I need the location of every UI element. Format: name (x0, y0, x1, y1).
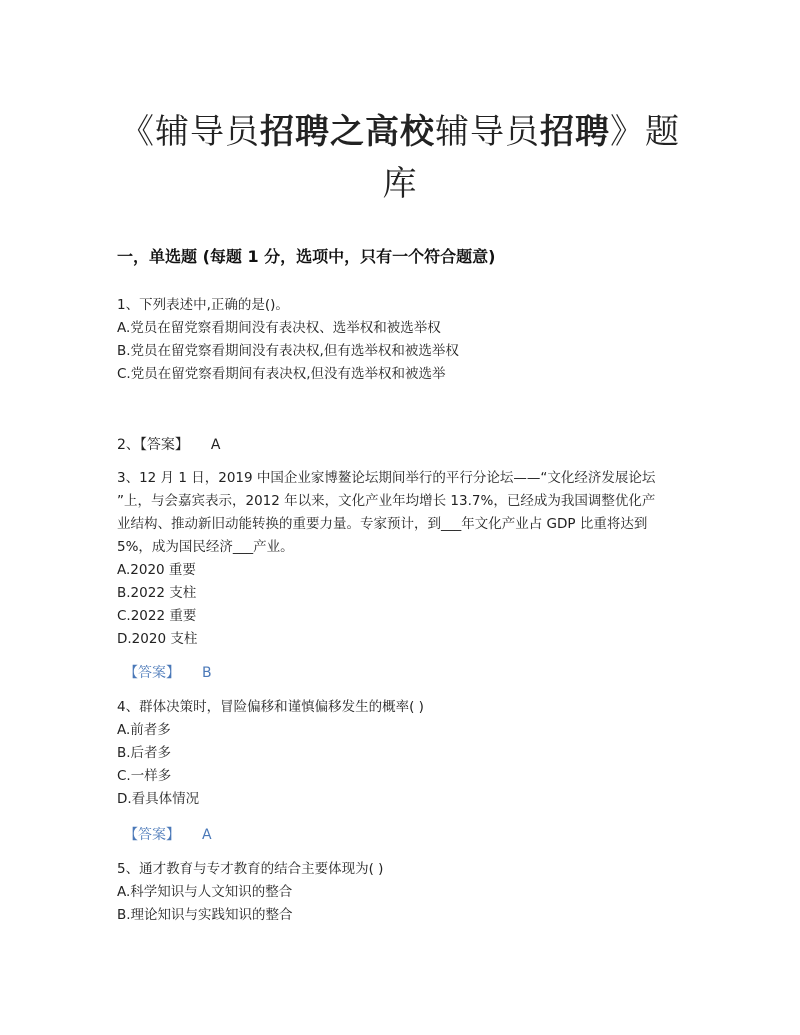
question-5-stem: 5、通才教育与专才教育的结合主要体现为( ) (117, 861, 384, 877)
question-3-stem-line-4: 5%，成为国民经济___产业。 (117, 539, 294, 555)
section-header: 一，单选题 (每题 1 分，选项中，只有一个符合题意) (117, 247, 496, 266)
question-3-option-b: B.2022 支柱 (117, 585, 197, 601)
question-5 (117, 858, 687, 927)
question-3-stem-line-3: 业结构、推动新旧动能转换的重要力量。专家预计，到___年文化产业占 GDP 比重将达到 (117, 516, 648, 532)
answer-value: B (202, 665, 212, 681)
question-4-option-d: D.看具体情况 (117, 791, 200, 807)
question-1-option-b: B.党员在留党察看期间没有表决权,但有选举权和被选举权 (117, 343, 459, 359)
question-4-answer (124, 824, 212, 844)
question-1-option-c: C.党员在留党察看期间有表决权,但没有选举权和被选举 (117, 366, 446, 382)
question-4-option-b: B.后者多 (117, 745, 172, 761)
title-part-1: 《辅导员 (120, 112, 260, 152)
question-4-option-a: A.前者多 (117, 722, 171, 738)
title-part-2: 招聘之高校 (260, 112, 435, 152)
question-1 (117, 294, 687, 386)
answer-value: A (210, 437, 221, 453)
title-line-2: 库 (382, 164, 418, 204)
title-part-5: 》题 (610, 112, 680, 152)
question-3-answer (124, 662, 212, 682)
question-3-stem-line-1: 3、12 月 1 日，2019 中国企业家博鳌论坛期间举行的平行分论坛——“文化经济发展论坛 (117, 470, 656, 486)
answer-label: 【答案】 (124, 665, 180, 681)
question-3-option-a: A.2020 重要 (117, 562, 196, 578)
question-3 (117, 467, 687, 651)
question-3-option-c: C.2022 重要 (117, 608, 197, 624)
question-5-option-a: A.科学知识与人文知识的整合 (117, 884, 293, 900)
question-3-stem-line-2: ”上，与会嘉宾表示，2012 年以来，文化产业年均增长 13.7%，已经成为我国调整优化产 (117, 493, 656, 509)
question-1-option-a: A.党员在留党察看期间没有表决权、选举权和被选举权 (117, 320, 441, 336)
document-title (100, 106, 700, 210)
question-2-answer (117, 434, 221, 454)
question-1-stem: 1、下列表述中,正确的是()。 (117, 297, 289, 313)
question-4 (117, 696, 687, 811)
question-3-option-d: D.2020 支柱 (117, 631, 198, 647)
question-4-option-c: C.一样多 (117, 768, 172, 784)
title-part-3: 辅导员 (435, 112, 540, 152)
question-5-option-b: B.理论知识与实践知识的整合 (117, 907, 293, 923)
answer-label: 2、【答案】 (117, 437, 189, 453)
title-part-4: 招聘 (540, 112, 610, 152)
question-4-stem: 4、群体决策时，冒险偏移和谨慎偏移发生的概率( ) (117, 699, 424, 715)
answer-value: A (202, 827, 212, 843)
answer-label: 【答案】 (124, 827, 180, 843)
